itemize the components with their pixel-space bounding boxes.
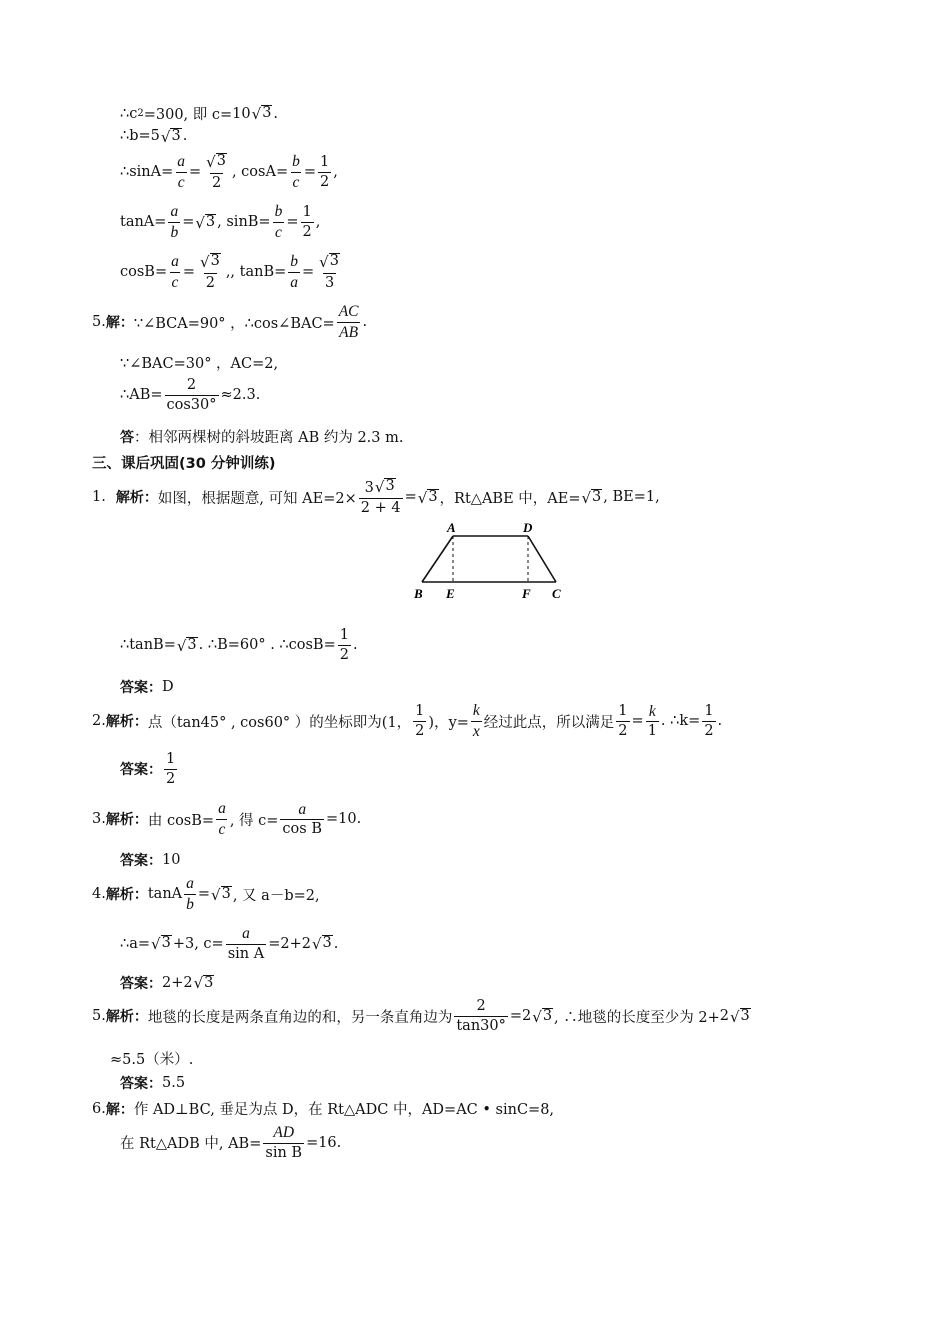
text: , 得 c= bbox=[229, 812, 279, 829]
fraction: $\frac{a}{\text{cos B}}$ bbox=[282, 800, 322, 838]
label-E: E bbox=[446, 586, 455, 601]
text: =2+ bbox=[268, 935, 302, 952]
p1-line2 bbox=[120, 627, 358, 663]
text: tanA= bbox=[120, 214, 167, 231]
p1-line1 bbox=[92, 478, 660, 516]
label: 解析： bbox=[105, 1009, 148, 1026]
text: = bbox=[509, 1008, 523, 1025]
p4-line1 bbox=[92, 875, 320, 914]
q5-answer bbox=[120, 426, 403, 447]
fraction: $\frac{1}{2}$ bbox=[320, 154, 330, 190]
fraction: $\frac{AC}{AB}$ bbox=[338, 303, 359, 341]
fraction: √ 3 3 bbox=[319, 253, 339, 291]
trapezoid-figure bbox=[410, 520, 570, 602]
text: tanA bbox=[147, 886, 183, 903]
label: 解析： bbox=[105, 714, 148, 731]
line-b bbox=[120, 128, 187, 145]
text: , sinB= bbox=[217, 214, 271, 231]
label: 解析： bbox=[105, 887, 148, 904]
sqrt: √ 3 bbox=[311, 935, 332, 954]
text: ，Rt△ABE 中，AE= bbox=[439, 490, 581, 507]
label: 解： bbox=[105, 1101, 134, 1118]
fraction: $\frac{1}{2}$ bbox=[704, 703, 714, 739]
text: +3, c= bbox=[172, 935, 224, 952]
fraction: $\frac{b}{c}$ bbox=[274, 203, 283, 241]
superscript: 2 bbox=[137, 108, 144, 119]
text: ∴sinA= bbox=[120, 164, 174, 181]
text: ≈2.3. bbox=[220, 387, 261, 404]
equals: = bbox=[189, 164, 202, 181]
text: , bbox=[333, 164, 338, 181]
p6-line1 bbox=[92, 1098, 554, 1119]
line-sinA-cosA bbox=[120, 153, 338, 192]
line-cosB-tanB bbox=[120, 253, 345, 292]
fraction: $\frac{a}{c}$ bbox=[171, 253, 179, 291]
q5-line3 bbox=[120, 377, 260, 413]
text: ∴b= bbox=[120, 128, 151, 145]
sqrt: √ 3 bbox=[176, 636, 197, 655]
fraction: 3 √ 3 2 + 4 bbox=[360, 477, 401, 516]
fraction: $\frac{a}{c}$ bbox=[177, 153, 186, 191]
fraction: $\frac{1}{2}$ bbox=[339, 627, 349, 663]
fraction: $\frac{a}{\text{sin A}}$ bbox=[227, 925, 265, 962]
coef: 2 bbox=[522, 1008, 532, 1025]
text: = bbox=[197, 886, 211, 903]
side-DC bbox=[528, 536, 556, 582]
q5-line2 bbox=[120, 352, 278, 373]
text: . bbox=[717, 713, 723, 730]
text: , 又 a－b=2, bbox=[232, 887, 320, 904]
sqrt: √ 3 bbox=[160, 127, 181, 146]
text: . bbox=[333, 935, 339, 952]
item-number: 1. bbox=[92, 489, 106, 506]
text: 由 cosB= bbox=[147, 812, 215, 829]
coef: 2 bbox=[301, 935, 311, 952]
side-AB bbox=[422, 536, 453, 582]
sqrt: √ 3 bbox=[211, 885, 231, 904]
equals: = bbox=[286, 214, 299, 231]
text: ：相邻两棵树的斜坡距离 AB 约为 2.3 m. bbox=[134, 430, 404, 446]
item-number: 5. bbox=[92, 314, 106, 331]
p4-line2 bbox=[120, 925, 338, 962]
text: . bbox=[273, 105, 279, 122]
text: ∴AB= bbox=[120, 387, 163, 404]
equals: = bbox=[302, 264, 315, 281]
text: . bbox=[362, 314, 368, 331]
fraction: $\frac{a}{c}$ bbox=[218, 800, 226, 838]
equals: = bbox=[303, 164, 317, 181]
text: , cosA= bbox=[231, 164, 289, 181]
fraction: $\frac{1}{2}$ bbox=[166, 751, 176, 787]
sqrt: √ 3 bbox=[195, 213, 216, 232]
p5-line1 bbox=[92, 998, 752, 1034]
text: ∴c bbox=[120, 105, 138, 122]
text: cosB= bbox=[120, 264, 168, 281]
p2-line1 bbox=[92, 702, 722, 741]
sqrt: √ 3 bbox=[251, 104, 272, 123]
text: = bbox=[631, 713, 644, 730]
sqrt: √ 3 bbox=[532, 1007, 553, 1026]
fraction: $\frac{b}{a}$ bbox=[290, 253, 299, 291]
sqrt: √ 3 bbox=[193, 974, 214, 993]
text: ∵∠BCA=90° ，∴cos∠BAC= bbox=[133, 315, 335, 332]
p5-line2 bbox=[110, 1048, 193, 1069]
text: =10. bbox=[325, 811, 362, 828]
equals: = bbox=[182, 264, 196, 281]
sqrt: √ 3 bbox=[417, 488, 438, 507]
coef: 5 bbox=[150, 128, 160, 145]
label: 答 bbox=[120, 429, 134, 446]
line-c-squared bbox=[120, 103, 278, 124]
label-C: C bbox=[552, 586, 561, 601]
text: 经过此点，所以满足 bbox=[483, 714, 615, 731]
text: ,, tanB= bbox=[225, 264, 287, 281]
value: D bbox=[162, 679, 174, 695]
text: ∴tanB= bbox=[120, 637, 176, 654]
text: . ∴k= bbox=[660, 713, 701, 730]
label: 答案： bbox=[120, 1076, 162, 1092]
fraction: $\frac{b}{c}$ bbox=[292, 153, 300, 191]
label: 答案： bbox=[120, 680, 162, 696]
value: 5.5 bbox=[162, 1075, 186, 1091]
text: 2+ bbox=[162, 975, 184, 991]
text: 点（tan45° , cos60° ）的坐标即为(1， bbox=[147, 714, 412, 731]
fraction: $\frac{k}{x}$ bbox=[472, 702, 480, 740]
text: . ∴B=60° . ∴cosB= bbox=[198, 637, 336, 654]
text: =300, 即 c= bbox=[143, 107, 233, 123]
label-F: F bbox=[522, 586, 531, 601]
coef: 2 bbox=[183, 975, 193, 991]
equals: = bbox=[182, 214, 195, 231]
label: 答案： bbox=[120, 976, 162, 992]
text: ≈5.5（米）. bbox=[110, 1052, 194, 1068]
text: =16. bbox=[306, 1134, 342, 1151]
item-number: 6. bbox=[92, 1100, 106, 1117]
item-number: 3. bbox=[92, 811, 106, 828]
label-B: B bbox=[414, 586, 423, 601]
p6-line2 bbox=[120, 1124, 341, 1161]
value: 10 bbox=[162, 852, 181, 868]
label: 答案： bbox=[120, 853, 162, 869]
text: . bbox=[352, 637, 358, 654]
fraction: √ 3 2 bbox=[200, 253, 220, 291]
p2-answer bbox=[120, 751, 179, 787]
fraction: $\frac{k}{1}$ bbox=[647, 702, 657, 740]
label-D: D bbox=[523, 520, 533, 535]
fraction: $\frac{AD}{\text{sin B}}$ bbox=[265, 1124, 303, 1161]
label: 解析： bbox=[115, 490, 158, 507]
line-tanA-sinB bbox=[120, 203, 320, 242]
label: 解： bbox=[105, 315, 134, 332]
text: ∴a= bbox=[120, 935, 151, 952]
fraction: $\frac{1}{2}$ bbox=[302, 204, 312, 240]
coef: 2 bbox=[719, 1008, 729, 1025]
fraction: $\frac{1}{2}$ bbox=[618, 703, 628, 739]
fraction: $\frac{1}{2}$ bbox=[415, 703, 425, 739]
text: 如图，根据题意, 可知 AE=2× bbox=[157, 490, 357, 507]
p4-answer bbox=[120, 973, 215, 993]
coef: 10 bbox=[232, 105, 251, 122]
label: 解析： bbox=[105, 812, 148, 829]
sqrt: √ 3 bbox=[581, 488, 602, 507]
text: . bbox=[182, 128, 188, 145]
fraction: √ 3 2 bbox=[206, 153, 226, 191]
p1-answer bbox=[120, 677, 174, 697]
label-A: A bbox=[447, 520, 456, 535]
text: = bbox=[404, 489, 417, 506]
text: , BE=1, bbox=[603, 489, 660, 506]
text: ∵∠BAC=30° ，AC=2, bbox=[120, 356, 279, 372]
fraction: $\frac{2}{\cos 30^\circ}$ bbox=[166, 377, 217, 413]
item-number: 4. bbox=[92, 886, 106, 903]
text: 作 AD⊥BC, 垂足为点 D，在 Rt△ADC 中，AD=AC • sinC=8, bbox=[133, 1102, 555, 1118]
fraction: $\frac{2}{\tan 30^\circ}$ bbox=[456, 998, 506, 1034]
section-heading: 三、课后巩固(30 分钟训练) bbox=[92, 456, 276, 472]
p3-answer bbox=[120, 850, 180, 870]
sqrt: √ 3 bbox=[151, 935, 171, 954]
text: 在 Rt△ADB 中, AB= bbox=[120, 1136, 262, 1153]
p3-line1 bbox=[92, 800, 361, 839]
sqrt: √ 3 bbox=[729, 1007, 750, 1026]
label: 答案： bbox=[120, 762, 162, 779]
item-number: 2. bbox=[92, 713, 106, 730]
fraction: $\frac{a}{b}$ bbox=[186, 875, 194, 913]
item-number: 5. bbox=[92, 1008, 106, 1025]
text: , bbox=[315, 214, 321, 231]
q5-line1 bbox=[92, 303, 367, 342]
text: , ∴地毯的长度至少为 2+ bbox=[554, 1009, 720, 1026]
fraction: $\frac{a}{b}$ bbox=[170, 203, 179, 241]
text: )，y= bbox=[428, 714, 469, 731]
p5-answer bbox=[120, 1073, 185, 1093]
text: 地毯的长度是两条直角边的和，另一条直角边为 bbox=[147, 1009, 453, 1026]
